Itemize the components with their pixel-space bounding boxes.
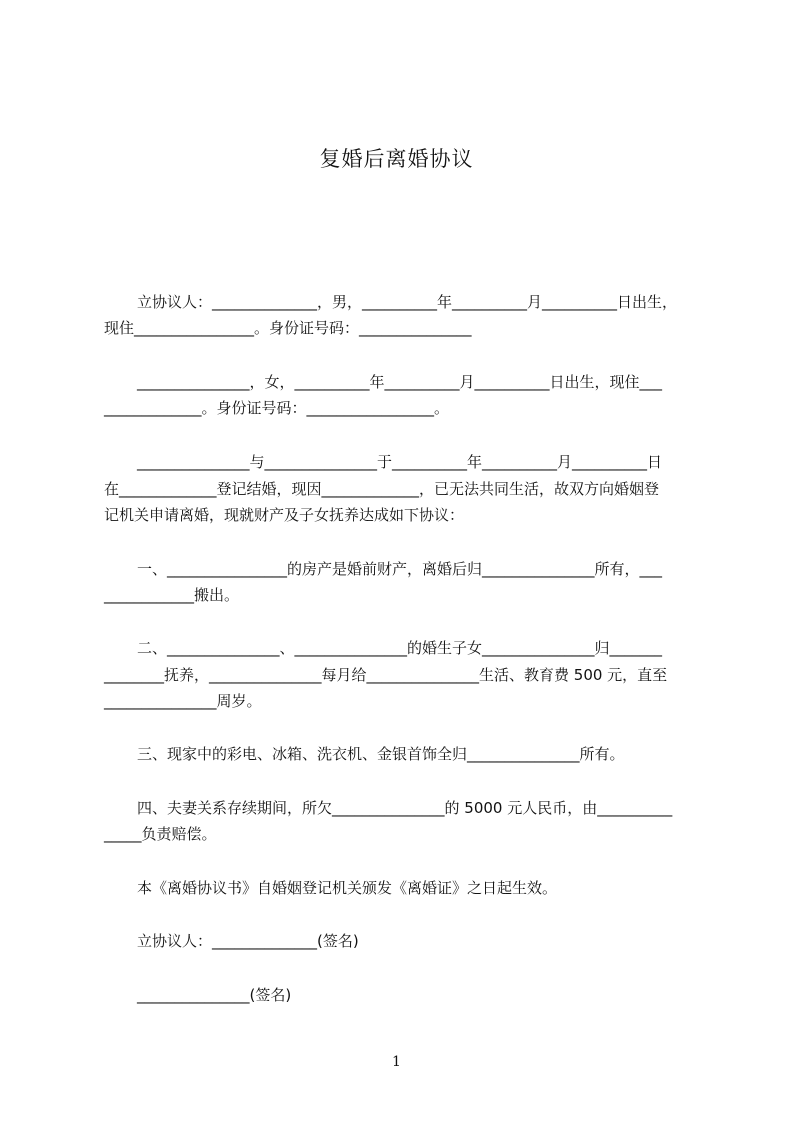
signature-line-2: _______________(签名) [137,986,292,1004]
party-two-line-2: _____________。身份证号码：_________________。 [104,399,450,417]
clause-three-line: 三、现家中的彩电、冰箱、洗衣机、金银首饰全归_______________所有。 [137,745,625,763]
effective-clause: 本《离婚协议书》自婚姻登记机关颁发《离婚证》之日起生效。 [137,879,558,897]
clause-two-line-1: 二、_______________、_______________的婚生子女_______________归_______ [137,639,663,657]
document-title: 复婚后离婚协议 [319,147,474,171]
clause-one-line-2: ____________搬出。 [104,586,240,604]
clause-four-line-2: _____负责赔偿。 [104,825,217,843]
signature-line-1: 立协议人：______________(签名) [137,932,359,950]
page-number: 1 [392,1054,401,1070]
clause-two-line-3: _______________周岁。 [104,692,262,710]
marriage-line-2: 在_____________登记结婚，现因_____________，已无法共同生活，故双方向婚姻登 [104,480,660,498]
clause-one-line-1: 一、________________的房产是婚前财产，离婚后归_______________所有，___ [137,560,663,578]
marriage-line-1: _______________与_______________于__________年__________月__________日 [137,453,663,471]
clause-two-line-2: ________抚养，_______________每月给_______________生活、教育费 500 元，直至 [104,666,668,684]
marriage-line-3: 记机关申请离婚，现就财产及子女抚养达成如下协议： [104,506,465,524]
party-one-line-2: 现住________________。身份证号码：_______________ [104,319,472,337]
clause-four-line-1: 四、夫妻关系存续期间，所欠_______________的 5000 元人民币，由__________ [137,799,673,817]
party-one-line-1: 立协议人：______________，男，__________年__________月__________日出生， [137,293,678,311]
party-two-line-1: _______________，女，__________年__________月__________日出生，现住___ [137,373,663,391]
